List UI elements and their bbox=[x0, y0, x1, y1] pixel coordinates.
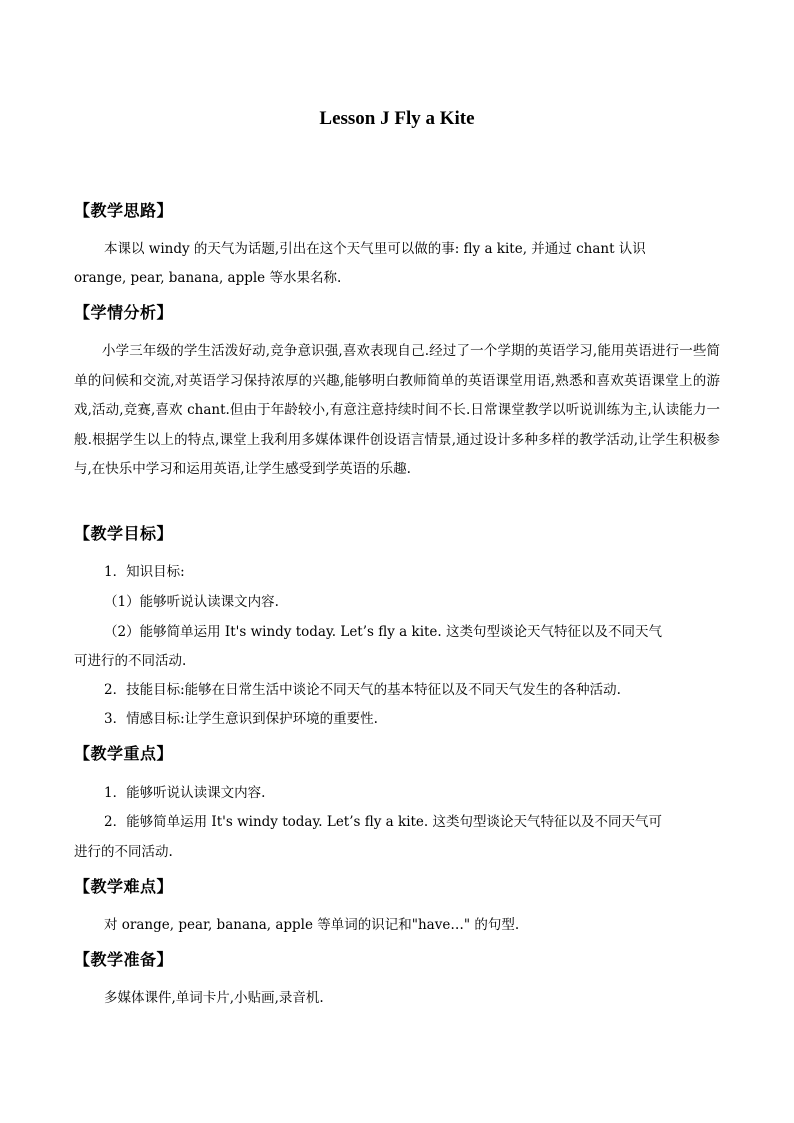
goals-line-2: （1）能够听说认读课文内容. bbox=[104, 594, 279, 610]
document-title: Lesson J Fly a Kite bbox=[319, 108, 475, 129]
heading-preparation: 【教学准备】 bbox=[74, 950, 174, 969]
key-points-line-3: 进行的不同活动. bbox=[74, 844, 173, 860]
goals-line-4: 可进行的不同活动. bbox=[74, 653, 187, 669]
analysis-paragraph: 小学三年级的学生活泼好动,竞争意识强,喜欢表现自己.经过了一个学期的英语学习,能用英语进行一些简单的问候和交流,对英语学习保持浓厚的兴趣,能够明白教师简单的英语课堂用语,熟悉和喜欢英语课堂上的游戏,活动,竞赛,喜欢 chant.但由于年龄较小,有意注意持续时间不长.日常课堂教学以听说训练为主,认读能力一般.根据学生以上的特点,课堂上我利用多媒体课件创设语言情景,通过设计多种多样的教学活动,让学生积极参与,在快乐中学习和运用英语,让学生感受到学英语的乐趣. bbox=[74, 343, 720, 477]
key-points-line-2: 2．能够简单运用 It's windy today. Let’s fly a kite. 这类句型谈论天气特征以及不同天气可 bbox=[104, 814, 663, 830]
heading-student-analysis: 【学情分析】 bbox=[74, 303, 174, 322]
goals-line-3: （2）能够简单运用 It's windy today. Let’s fly a kite. 这类句型谈论天气特征以及不同天气 bbox=[104, 624, 663, 640]
difficulties-line-1: 对 orange, pear, banana, apple 等单词的识记和"have…" 的句型. bbox=[104, 917, 520, 933]
heading-teaching-thinking: 【教学思路】 bbox=[74, 201, 174, 220]
heading-teaching-goals: 【教学目标】 bbox=[74, 524, 174, 543]
preparation-line-1: 多媒体课件,单词卡片,小贴画,录音机. bbox=[104, 990, 324, 1006]
thinking-line-2: orange, pear, banana, apple 等水果名称. bbox=[74, 270, 342, 286]
key-points-line-1: 1．能够听说认读课文内容. bbox=[104, 785, 266, 801]
thinking-line-1: 本课以 windy 的天气为话题,引出在这个天气里可以做的事: fly a kite, 并通过 chant 认识 bbox=[104, 241, 646, 257]
goals-line-6: 3．情感目标:让学生意识到保护环境的重要性. bbox=[104, 711, 378, 727]
goals-line-1: 1．知识目标: bbox=[104, 564, 185, 580]
heading-key-points: 【教学重点】 bbox=[74, 744, 174, 763]
goals-line-5: 2．技能目标:能够在日常生活中谈论不同天气的基本特征以及不同天气发生的各种活动. bbox=[104, 682, 621, 698]
heading-difficulties: 【教学难点】 bbox=[74, 877, 174, 896]
